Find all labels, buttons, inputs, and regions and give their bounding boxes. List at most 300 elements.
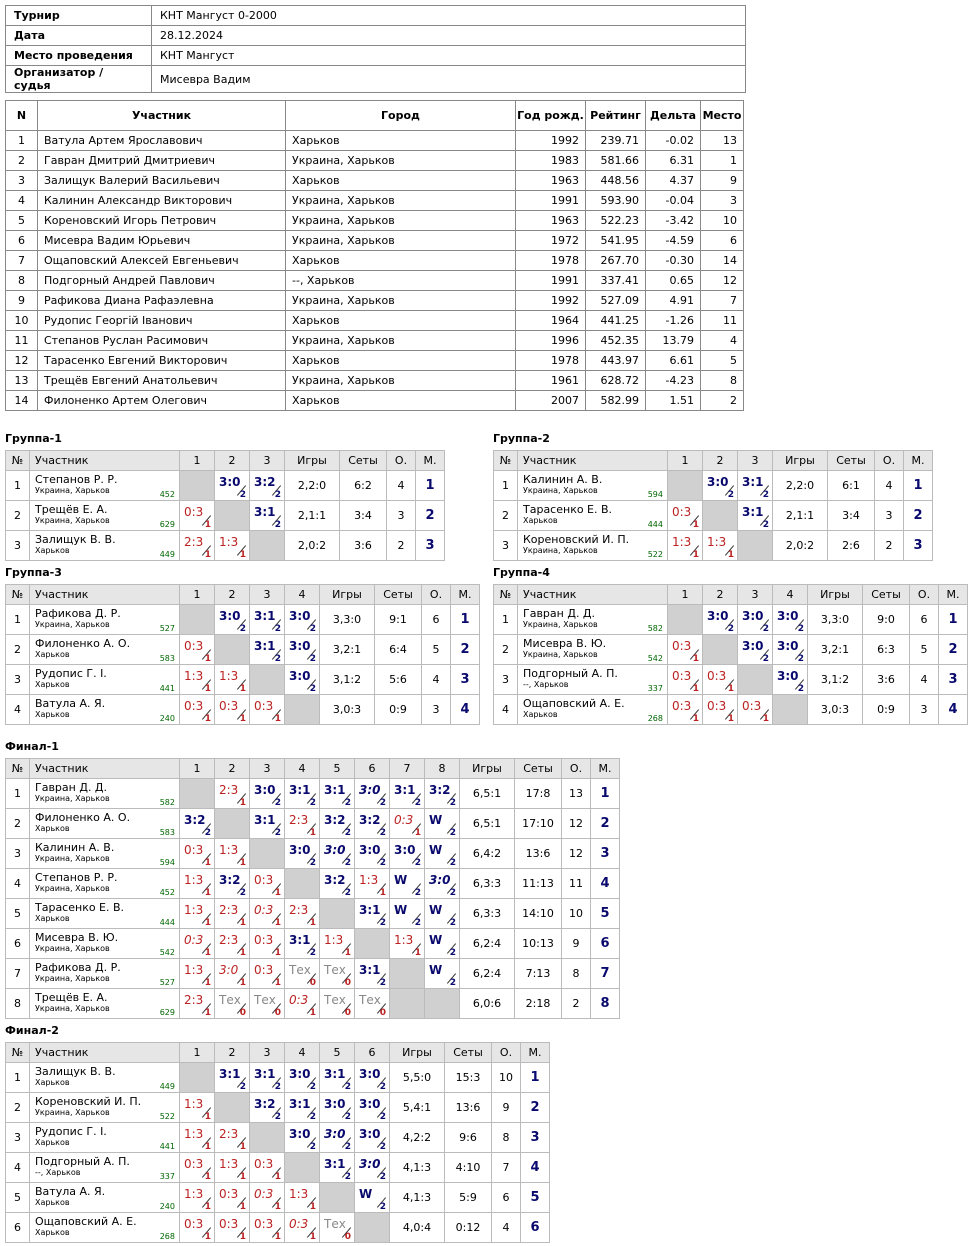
players-row [6, 191, 744, 211]
group-col-header: 5 [320, 759, 355, 779]
players-cell: Украина, Харьков [286, 331, 516, 351]
group-col-header: М. [521, 1043, 550, 1063]
match-score [320, 959, 355, 989]
group-col-header: М. [451, 585, 480, 605]
match-result: 3:2 [254, 1097, 276, 1111]
match-result: 0:3 [254, 873, 274, 887]
games-value: 2,1:1 [773, 501, 828, 531]
match-points: 0 [239, 1008, 246, 1018]
participant-city: Харьков [35, 1138, 70, 1147]
sets-value: 3:4 [340, 501, 387, 531]
participant-city: Харьков [35, 1078, 70, 1087]
participant-city: Украина, Харьков [35, 516, 110, 525]
match-result: 3:0 [324, 843, 346, 857]
match-score [355, 1123, 390, 1153]
match-result: 1:3 [219, 535, 239, 549]
match-points: 0 [344, 1008, 351, 1018]
match-score [425, 809, 460, 839]
match-points: 1 [239, 1142, 246, 1152]
match-points: 0 [309, 978, 316, 988]
match-score [355, 959, 390, 989]
sets-value: 3:4 [828, 501, 875, 531]
match-points: 2 [274, 1112, 281, 1122]
group-row [494, 635, 968, 665]
self-cell [703, 635, 738, 665]
row-number: 2 [6, 809, 30, 839]
match-points: 1 [239, 918, 246, 928]
group-col-header: Участник [30, 585, 180, 605]
match-result: 1:3 [672, 535, 692, 549]
place-value: 2 [591, 809, 620, 839]
match-score [250, 899, 285, 929]
players-row [6, 371, 744, 391]
match-result: 2:3 [184, 993, 204, 1007]
games-value: 2,1:1 [285, 501, 340, 531]
match-score [215, 1183, 250, 1213]
self-cell [215, 635, 250, 665]
match-points: 2 [274, 624, 281, 634]
match-score [250, 501, 285, 531]
match-result: 3:0 [359, 783, 381, 797]
points-value: 8 [492, 1123, 521, 1153]
match-points: 1 [727, 714, 734, 724]
match-result: 3:1 [254, 813, 276, 827]
match-score [180, 839, 215, 869]
participant-name: Гавран Д. Д. [35, 781, 108, 794]
match-points: 2 [414, 858, 421, 868]
sets-value: 14:10 [515, 899, 562, 929]
match-result: W [394, 903, 408, 917]
group-col-header: Участник [30, 759, 180, 779]
participant-cell [30, 1153, 180, 1183]
participant-name: Гавран Д. Д. [523, 607, 596, 620]
players-cell: 522.23 [586, 211, 646, 231]
row-number: 5 [6, 899, 30, 929]
match-result: 3:0 [777, 609, 799, 623]
participant-name: Рудопис Г. І. [35, 667, 107, 680]
participant-city: Харьков [35, 1198, 70, 1207]
participant-name: Тарасенко Е. В. [523, 503, 613, 516]
participant-city: Украина, Харьков [523, 546, 598, 555]
match-score [425, 899, 460, 929]
match-score [668, 531, 703, 561]
group-col-header: Участник [30, 1043, 180, 1063]
match-score [180, 1183, 215, 1213]
match-result: 1:3 [184, 1097, 204, 1111]
participant-cell [30, 635, 180, 665]
group-col-header: М. [939, 585, 968, 605]
participant-name: Мисевра В. Ю. [523, 637, 607, 650]
players-cell: 2 [701, 391, 744, 411]
match-result: 3:1 [742, 505, 764, 519]
place-value: 1 [416, 471, 445, 501]
participant-cell [30, 1063, 180, 1093]
match-result: 0:3 [184, 699, 204, 713]
match-score [250, 779, 285, 809]
players-cell: 1 [701, 151, 744, 171]
participant-city: Украина, Харьков [35, 1108, 110, 1117]
players-cell: Украина, Харьков [286, 231, 516, 251]
match-score [355, 1063, 390, 1093]
participant-city: Украина, Харьков [35, 620, 110, 629]
group-row [6, 809, 620, 839]
match-result: 1:3 [359, 873, 379, 887]
players-row [6, 331, 744, 351]
group-title-3: Группа-3 [5, 566, 62, 579]
group-row [494, 471, 933, 501]
match-score [355, 1093, 390, 1123]
match-result: 0:3 [184, 933, 204, 947]
match-points: 1 [274, 978, 281, 988]
match-points: 1 [309, 1202, 316, 1212]
match-score [180, 665, 215, 695]
points-value: 3 [910, 695, 939, 725]
group-col-header: Сеты [375, 585, 422, 605]
games-value: 6,5:1 [460, 779, 515, 809]
participant-name: Залищук В. В. [35, 1065, 116, 1078]
participant-city: Украина, Харьков [35, 486, 110, 495]
match-points: 1 [309, 828, 316, 838]
match-result: Тех [219, 993, 241, 1007]
match-score [285, 1183, 320, 1213]
self-cell [250, 665, 285, 695]
place-value: 3 [521, 1123, 550, 1153]
group-col-header: О. [422, 585, 451, 605]
match-points: 2 [344, 1112, 351, 1122]
participant-cell [30, 665, 180, 695]
match-points: 1 [239, 1232, 246, 1242]
match-result: 1:3 [219, 669, 239, 683]
group-col-header: 3 [250, 585, 285, 605]
games-value: 4,2:2 [390, 1123, 445, 1153]
games-value: 2,0:2 [773, 531, 828, 561]
match-result: 3:0 [219, 609, 241, 623]
match-points: 1 [204, 550, 211, 560]
match-result: 1:3 [184, 903, 204, 917]
match-score [390, 929, 425, 959]
match-score [250, 809, 285, 839]
participant-cell [30, 1123, 180, 1153]
match-result: 3:1 [359, 963, 381, 977]
place-value: 2 [521, 1093, 550, 1123]
group-table-3 [5, 584, 480, 725]
players-cell: 1963 [516, 171, 586, 191]
games-value: 2,2:0 [285, 471, 340, 501]
players-cell: Рафикова Диана Рафаэлевна [38, 291, 286, 311]
group-col-header: 2 [215, 1043, 250, 1063]
row-number: 1 [6, 471, 30, 501]
participant-cell [518, 635, 668, 665]
match-points: 1 [204, 1112, 211, 1122]
players-row [6, 211, 744, 231]
match-result: Тех [324, 963, 346, 977]
match-points: 1 [204, 684, 211, 694]
match-result: 3:0 [707, 609, 729, 623]
games-value: 3,2:1 [808, 635, 863, 665]
match-result: 3:0 [289, 843, 311, 857]
participant-cell [30, 929, 180, 959]
match-points: 2 [344, 1172, 351, 1182]
place-value: 3 [591, 839, 620, 869]
participant-city: Украина, Харьков [35, 944, 110, 953]
match-result: 0:3 [184, 1157, 204, 1171]
match-score [355, 809, 390, 839]
row-number: 3 [494, 531, 518, 561]
group-col-header: 1 [180, 585, 215, 605]
match-points: 1 [239, 978, 246, 988]
match-score [215, 1153, 250, 1183]
place-value: 1 [451, 605, 480, 635]
match-score [355, 839, 390, 869]
match-score [320, 1063, 355, 1093]
group-col-header: 2 [703, 451, 738, 471]
place-value: 4 [451, 695, 480, 725]
match-result: 0:3 [254, 933, 274, 947]
match-score [425, 929, 460, 959]
match-score [180, 1153, 215, 1183]
players-cell: Кореновский Игорь Петрович [38, 211, 286, 231]
match-score [320, 929, 355, 959]
group-col-header: Участник [518, 585, 668, 605]
participant-rating: 527 [159, 978, 175, 987]
match-score [390, 839, 425, 869]
match-points: 2 [797, 684, 804, 694]
row-number: 3 [6, 1123, 30, 1153]
match-points: 1 [204, 654, 211, 664]
players-cell: Украина, Харьков [286, 151, 516, 171]
group-table-2 [493, 450, 933, 561]
group-title-1: Группа-1 [5, 432, 62, 445]
match-points: 2 [449, 798, 456, 808]
match-score [703, 531, 738, 561]
match-points: 1 [204, 948, 211, 958]
group-row [6, 501, 445, 531]
self-cell [320, 899, 355, 929]
self-cell [773, 695, 808, 725]
group-col-header: 4 [285, 759, 320, 779]
players-cell: 593.90 [586, 191, 646, 211]
match-result: 3:0 [359, 1157, 381, 1171]
match-points: 1 [727, 684, 734, 694]
group-row [6, 959, 620, 989]
sets-value: 9:0 [863, 605, 910, 635]
match-score [285, 665, 320, 695]
match-result: 3:0 [429, 873, 451, 887]
group-col-header: 2 [215, 585, 250, 605]
match-points: 1 [379, 888, 386, 898]
games-value: 4,1:3 [390, 1183, 445, 1213]
players-cell: Харьков [286, 311, 516, 331]
place-value: 2 [904, 501, 933, 531]
group-header-row [6, 1043, 550, 1063]
participant-cell [30, 531, 180, 561]
players-cell: 1964 [516, 311, 586, 331]
match-result: Тех [254, 993, 276, 1007]
match-score [355, 899, 390, 929]
match-points: 2 [274, 520, 281, 530]
group-row [6, 665, 480, 695]
match-result: 1:3 [289, 1187, 309, 1201]
match-result: 3:0 [359, 843, 381, 857]
players-cell: Харьков [286, 391, 516, 411]
players-cell: 448.56 [586, 171, 646, 191]
points-value: 5 [422, 635, 451, 665]
group-row [6, 839, 620, 869]
row-number: 4 [6, 869, 30, 899]
match-points: 1 [239, 714, 246, 724]
players-row [6, 291, 744, 311]
players-cell: 581.66 [586, 151, 646, 171]
match-score [773, 605, 808, 635]
match-result: 0:3 [184, 843, 204, 857]
players-cell: 1992 [516, 131, 586, 151]
place-value: 6 [521, 1213, 550, 1243]
match-result: 3:0 [777, 669, 799, 683]
place-value: 3 [416, 531, 445, 561]
group-col-header: № [6, 585, 30, 605]
games-value: 6,2:4 [460, 959, 515, 989]
match-score [355, 869, 390, 899]
row-number: 5 [6, 1183, 30, 1213]
players-row [6, 151, 744, 171]
group-col-header: 1 [180, 1043, 215, 1063]
group-row [6, 1213, 550, 1243]
group-col-header: № [6, 451, 30, 471]
group-col-header: 1 [180, 451, 215, 471]
players-cell: 1978 [516, 251, 586, 271]
info-row [6, 26, 746, 46]
match-result: 3:0 [289, 669, 311, 683]
participant-city: Харьков [35, 710, 70, 719]
group-row [6, 605, 480, 635]
players-cell: 13 [6, 371, 38, 391]
match-score [738, 605, 773, 635]
match-result: W [429, 843, 443, 857]
group-row [6, 989, 620, 1019]
points-value: 2 [387, 531, 416, 561]
match-points: 0 [344, 978, 351, 988]
players-cell: 4.91 [646, 291, 701, 311]
match-score [285, 1093, 320, 1123]
info-row [6, 46, 746, 66]
points-value: 9 [562, 929, 591, 959]
players-cell: -3.42 [646, 211, 701, 231]
row-number: 4 [494, 695, 518, 725]
match-result: 0:3 [219, 1187, 239, 1201]
match-score [180, 989, 215, 1019]
players-cell: 4 [6, 191, 38, 211]
match-points: 1 [239, 858, 246, 868]
match-points: 1 [204, 1202, 211, 1212]
match-result: Тех [324, 993, 346, 1007]
points-value: 10 [492, 1063, 521, 1093]
points-value: 4 [492, 1213, 521, 1243]
match-score [738, 695, 773, 725]
match-points: 2 [309, 798, 316, 808]
participant-name: Ощаповский А. Е. [523, 697, 625, 710]
match-points: 1 [309, 1232, 316, 1242]
players-cell: 14 [6, 391, 38, 411]
row-number: 2 [6, 635, 30, 665]
games-value: 6,4:2 [460, 839, 515, 869]
match-points: 1 [239, 550, 246, 560]
match-score [180, 531, 215, 561]
points-value: 6 [910, 605, 939, 635]
self-cell [355, 1213, 390, 1243]
match-score [320, 779, 355, 809]
match-score [390, 899, 425, 929]
match-score [250, 471, 285, 501]
participant-rating: 441 [159, 1142, 175, 1151]
players-cell: 10 [6, 311, 38, 331]
match-result: 2:3 [219, 933, 239, 947]
match-score [180, 959, 215, 989]
group-col-header: № [6, 1043, 30, 1063]
players-cell: Мисевра Вадим Юрьевич [38, 231, 286, 251]
players-cell: 0.65 [646, 271, 701, 291]
match-result: 1:3 [184, 669, 204, 683]
group-col-header: 7 [390, 759, 425, 779]
group-col-header: О. [492, 1043, 521, 1063]
match-points: 2 [797, 624, 804, 634]
place-value: 3 [939, 665, 968, 695]
participant-cell [518, 471, 668, 501]
match-points: 1 [727, 550, 734, 560]
place-value: 3 [904, 531, 933, 561]
participant-city: Украина, Харьков [523, 620, 598, 629]
games-value: 6,0:6 [460, 989, 515, 1019]
players-cell: 1992 [516, 291, 586, 311]
info-value: КНТ Мангуст [152, 46, 746, 66]
points-value: 12 [562, 839, 591, 869]
group-col-header: М. [904, 451, 933, 471]
match-points: 1 [204, 1008, 211, 1018]
match-points: 2 [449, 888, 456, 898]
match-points: 1 [692, 714, 699, 724]
match-result: 0:3 [219, 1217, 239, 1231]
match-score [215, 959, 250, 989]
row-number: 1 [494, 605, 518, 635]
group-table-4 [493, 584, 968, 725]
self-cell [250, 839, 285, 869]
match-result: 0:3 [394, 813, 414, 827]
participant-city: --, Харьков [523, 680, 569, 689]
self-cell [285, 1153, 320, 1183]
row-number: 3 [6, 839, 30, 869]
place-value: 4 [521, 1153, 550, 1183]
match-points: 2 [344, 1142, 351, 1152]
participant-name: Филоненко А. О. [35, 811, 131, 824]
match-result: 3:1 [324, 1157, 346, 1171]
players-cell: Филоненко Артем Олегович [38, 391, 286, 411]
match-points: 2 [239, 888, 246, 898]
players-cell: 2007 [516, 391, 586, 411]
match-score [320, 1123, 355, 1153]
players-cell: 541.95 [586, 231, 646, 251]
match-score [668, 635, 703, 665]
games-value: 3,0:3 [808, 695, 863, 725]
group-col-header: № [494, 585, 518, 605]
group-col-header: О. [387, 451, 416, 471]
row-number: 2 [494, 635, 518, 665]
sets-value: 13:6 [515, 839, 562, 869]
participant-rating: 452 [159, 490, 175, 499]
row-number: 8 [6, 989, 30, 1019]
players-cell: 7 [701, 291, 744, 311]
match-points: 2 [379, 978, 386, 988]
match-score [215, 695, 250, 725]
participant-city: Украина, Харьков [35, 884, 110, 893]
